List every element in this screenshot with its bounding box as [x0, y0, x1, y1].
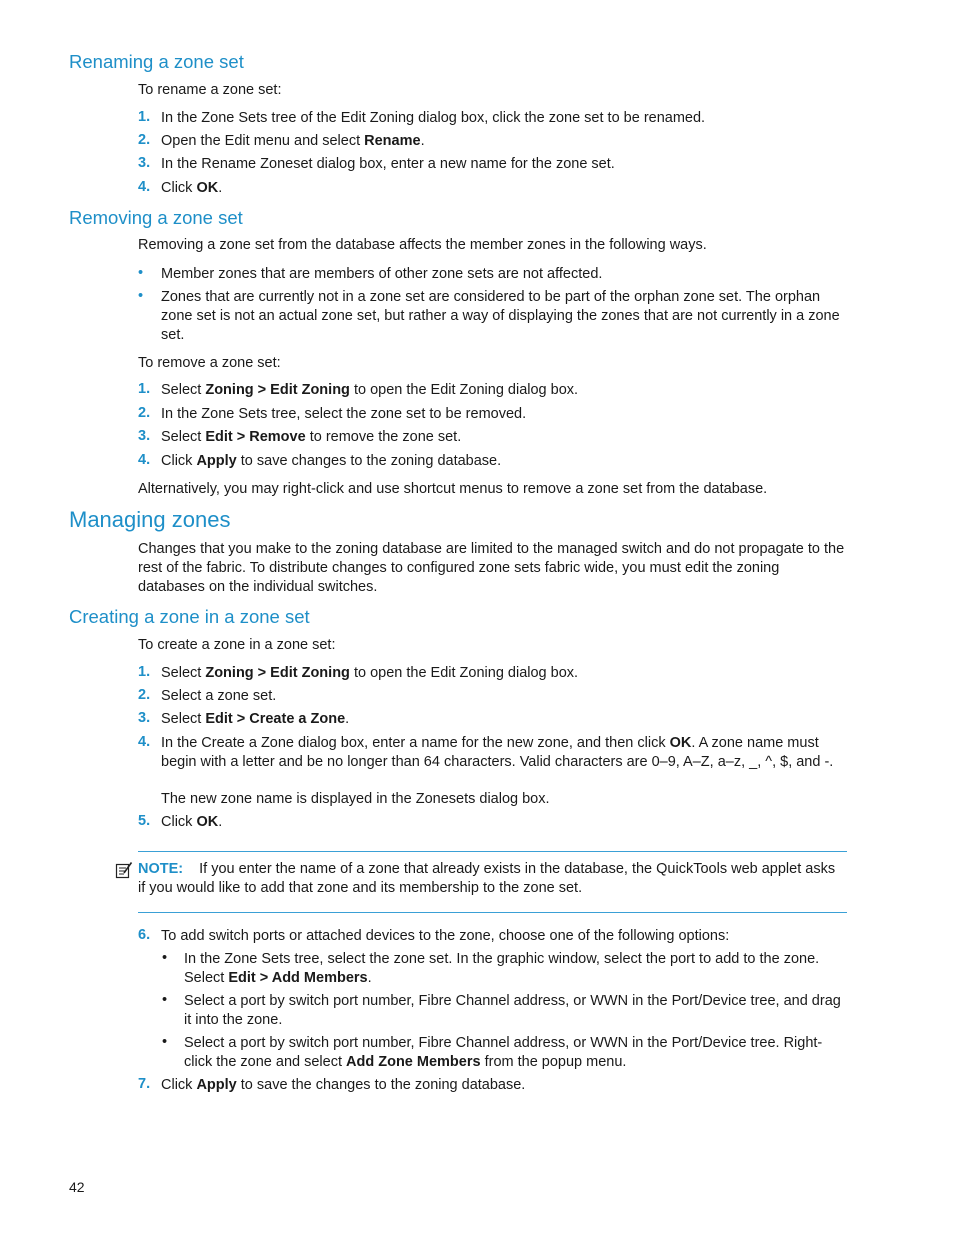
step-item: Select Zoning > Edit Zoning to open the Edit Zoning dialog box.	[161, 665, 579, 681]
step-item: To add switch ports or attached devices to the zone, choose one of the following options:	[161, 928, 730, 944]
bullet-item: Zones that are currently not in a zone set are considered to be part of the orphan zone set. The orphan zone set is not an actual zone set, but rather a way of displaying the zones that are not currently in a zone set.	[161, 289, 840, 343]
step-item: In the Create a Zone dialog box, enter a name for the new zone, and then click OK. A zone name must begin with a letter and be no longer than 64 characters. Valid characters are 0–9, A–Z, a–z, _, ^, $, and -.	[161, 735, 834, 770]
sub-bullet-marker: •	[162, 1034, 168, 1050]
step-item: Click OK.	[161, 180, 223, 196]
bullet-marker: •	[138, 288, 144, 304]
note-bottom-rule	[138, 912, 847, 913]
outro-text: Alternatively, you may right-click and use shortcut menus to remove a zone set from the database.	[138, 481, 768, 497]
step-number: 3.	[138, 155, 151, 171]
step-number: 4.	[138, 452, 151, 468]
sub-bullet-item: Select a port by switch port number, Fibre Channel address, or WWN in the Port/Device tree, and drag it into the zone.	[184, 993, 841, 1028]
step-item: In the Rename Zoneset dialog box, enter a new name for the zone set.	[161, 156, 615, 172]
step-number: 2.	[138, 687, 151, 703]
step-item: In the Zone Sets tree, select the zone set to be removed.	[161, 406, 527, 422]
page-number: 42	[69, 1179, 85, 1195]
step-continuation: The new zone name is displayed in the Zonesets dialog box.	[161, 791, 550, 807]
step-number: 1.	[138, 381, 151, 397]
step-item: Click OK.	[161, 814, 223, 830]
step-number: 3.	[138, 428, 151, 444]
intro-text: To create a zone in a zone set:	[138, 637, 336, 653]
step-number: 4.	[138, 734, 151, 750]
step-number: 4.	[138, 179, 151, 195]
section-heading-renaming: Renaming a zone set	[69, 51, 244, 72]
intro-text: To rename a zone set:	[138, 82, 282, 98]
step-item: Select Zoning > Edit Zoning to open the Edit Zoning dialog box.	[161, 382, 579, 398]
step-number: 6.	[138, 927, 151, 943]
sub-bullet-marker: •	[162, 950, 168, 966]
body-text: Changes that you make to the zoning database are limited to the managed switch and do not propagate to the rest of the fabric. To distribute changes to configured zone sets fabric wide, you must edit the zoning databases on the individual switches.	[138, 541, 845, 595]
sub-bullet-item: In the Zone Sets tree, select the zone set. In the graphic window, select the port to add to the zone. Select Edit > Add Members.	[184, 951, 820, 986]
note-text: If you enter the name of a zone that already exists in the database, the QuickTools web applet asks if you would like to add that zone and its membership to the zone set.	[138, 861, 836, 896]
step-number: 1.	[138, 109, 151, 125]
step-item: Select a zone set.	[161, 688, 277, 704]
note-body	[138, 860, 838, 898]
sub-bullet-marker: •	[162, 992, 168, 1008]
step-number: 7.	[138, 1076, 151, 1092]
step-number: 3.	[138, 710, 151, 726]
step-item: Open the Edit menu and select Rename.	[161, 133, 425, 149]
chapter-heading-managing: Managing zones	[69, 507, 231, 532]
step-item: Click Apply to save changes to the zoning database.	[161, 453, 502, 469]
step-item: Select Edit > Create a Zone.	[161, 711, 350, 727]
section-heading-removing: Removing a zone set	[69, 207, 243, 228]
note-pad-icon	[115, 861, 133, 883]
step-item: Click Apply to save the changes to the zoning database.	[161, 1077, 526, 1093]
note-label: NOTE:	[138, 861, 184, 877]
sub-bullet-item: Select a port by switch port number, Fibre Channel address, or WWN in the Port/Device tree. Right-click the zone and select Add Zone Members from the popup menu.	[184, 1035, 823, 1070]
intro-text: Removing a zone set from the database affects the member zones in the following ways.	[138, 237, 707, 253]
step-item: Select Edit > Remove to remove the zone set.	[161, 429, 462, 445]
step-number: 2.	[138, 132, 151, 148]
step-number: 1.	[138, 664, 151, 680]
bullet-marker: •	[138, 265, 144, 281]
step-number: 5.	[138, 813, 151, 829]
note-top-rule	[138, 851, 847, 852]
step-number: 2.	[138, 405, 151, 421]
section-heading-creating: Creating a zone in a zone set	[69, 606, 310, 627]
intro-text: To remove a zone set:	[138, 355, 281, 371]
bullet-item: Member zones that are members of other zone sets are not affected.	[161, 266, 603, 282]
step-item: In the Zone Sets tree of the Edit Zoning dialog box, click the zone set to be renamed.	[161, 110, 706, 126]
